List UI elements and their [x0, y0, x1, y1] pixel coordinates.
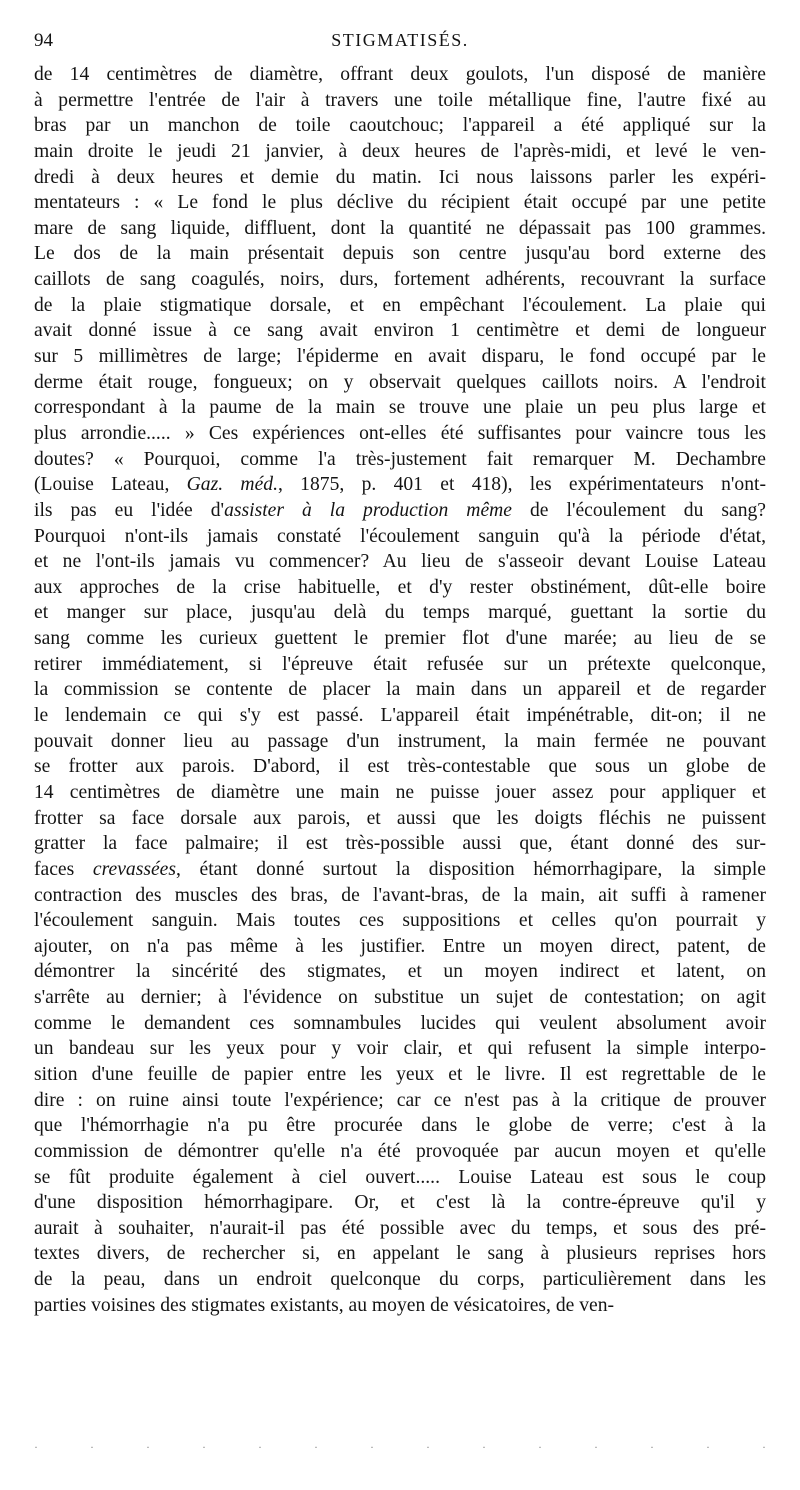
- text-line: [34, 652, 766, 678]
- text-run: contraction des muscles des bras, de l'avant-bras, de la main, ait suffi à ramener: [34, 884, 766, 906]
- text-run: ajouter, on n'a pas même à les justifier. Entre un moyen direct, patent, de: [34, 935, 766, 957]
- text-line: [34, 1011, 766, 1037]
- text-line: [34, 318, 766, 344]
- text-run: Pourquoi n'ont-ils jamais constaté l'écoulement sanguin qu'à la période d'état,: [34, 525, 766, 547]
- text-run: se frotter aux parois. D'abord, il est très-contestable que sous un globe de: [34, 756, 766, 778]
- text-run: , 1875, p. 401 et 418), les expérimentateurs n'ont-: [277, 474, 766, 496]
- text-line: [34, 447, 766, 473]
- text-line: [34, 421, 766, 447]
- text-line: [34, 62, 766, 88]
- text-run: de 14 centimètres de diamètre, offrant deux goulots, l'un disposé de manière: [34, 64, 766, 85]
- text-run: se fût produite également à ciel ouvert..... Louise Lateau est sous le coup: [34, 1166, 766, 1188]
- italic-text: assister à la production même: [224, 499, 512, 521]
- text-line: [34, 524, 766, 550]
- text-run: que l'hémorrhagie n'a pu être procurée dans le globe de verre; c'est à la: [34, 1115, 766, 1137]
- text-run: à permettre l'entrée de l'air à travers une toile métallique fine, l'autre fixé au: [34, 89, 766, 111]
- text-line: [34, 908, 766, 934]
- text-run: caillots de sang coagulés, noirs, durs, fortement adhérents, recouvrant la surface: [34, 269, 766, 291]
- text-line: [34, 959, 766, 985]
- text-run: frotter sa face dorsale aux parois, et aussi que les doigts fléchis ne puissent: [34, 807, 766, 829]
- text-line: [34, 88, 766, 114]
- text-run: de la plaie stigmatique dorsale, et en empêchant l'écoulement. La plaie qui: [34, 294, 766, 316]
- text-run: sang comme les curieux guettent le premier flot d'une marée; au lieu de se: [34, 628, 766, 650]
- text-run: doutes? « Pourquoi, comme l'a très-justement fait remarquer M. Dechambre: [34, 448, 766, 470]
- text-run: faces: [34, 858, 93, 880]
- text-line: [34, 190, 766, 216]
- text-line: [34, 472, 766, 498]
- italic-text: crevassées: [92, 858, 176, 880]
- text-run: démontrer la sincérité des stigmates, et un moyen indirect et latent, on: [34, 961, 766, 983]
- text-line: [34, 1062, 766, 1088]
- text-run: et manger sur place, jusqu'au delà du temps marqué, guettant la sortie du: [34, 602, 766, 624]
- text-line: [34, 729, 766, 755]
- text-line: [34, 241, 766, 267]
- text-run: dredi à deux heures et demie du matin. Ici nous laissons parler les expéri-: [34, 166, 766, 188]
- text-line: [34, 857, 766, 883]
- page-header: [34, 30, 766, 56]
- text-line: [34, 985, 766, 1011]
- text-line: [34, 754, 766, 780]
- running-title: STIGMATISÉS.: [331, 30, 469, 50]
- text-line: [34, 677, 766, 703]
- text-run: comme le demandent ces somnambules lucides qui veulent absolument avoir: [34, 1012, 766, 1034]
- text-run: parties voisines des stigmates existants, au moyen de vésicatoires, de ven-: [34, 1294, 615, 1316]
- text-line: [34, 216, 766, 242]
- text-run: sur 5 millimètres de large; l'épiderme en avait disparu, le fond occupé par le: [34, 346, 766, 368]
- text-run: d'une disposition hémorrhagipare. Or, et c'est là la contre-épreuve qu'il y: [34, 1192, 766, 1214]
- text-run: commission de démontrer qu'elle n'a été provoquée par aucun moyen et qu'elle: [34, 1140, 766, 1162]
- text-run: de l'écoulement du sang?: [512, 499, 766, 521]
- text-line: [34, 1293, 766, 1319]
- text-line: [34, 1113, 766, 1139]
- text-line: [34, 703, 766, 729]
- text-line: [34, 293, 766, 319]
- text-line: [34, 267, 766, 293]
- text-line: [34, 1267, 766, 1293]
- text-line: [34, 1036, 766, 1062]
- text-line: [34, 1088, 766, 1114]
- text-line: [34, 1165, 766, 1191]
- text-run: correspondant à la paume de la main se trouve une plaie un peu plus large et: [34, 397, 766, 419]
- text-line: [34, 831, 766, 857]
- text-run: un bandeau sur les yeux pour y voir clair, et qui refusent la simple interpo-: [34, 1038, 766, 1060]
- text-run: s'arrête au dernier; à l'évidence on substitue un sujet de contestation; on agit: [34, 987, 766, 1009]
- text-run: gratter la face palmaire; il est très-possible aussi que, étant donné des sur-: [34, 833, 766, 855]
- text-run: mentateurs : « Le fond le plus déclive du récipient était occupé par une petite: [34, 192, 766, 214]
- text-run: 14 centimètres de diamètre une main ne puisse jouer assez pour appliquer et: [34, 781, 766, 803]
- text-line: [34, 883, 766, 909]
- page-number: 94: [34, 30, 53, 51]
- text-run: retirer immédiatement, si l'épreuve était refusée sur un prétexte quelconque,: [34, 653, 766, 675]
- text-run: avait donné issue à ce sang avait environ 1 centimètre et demi de longueur: [34, 320, 766, 342]
- text-run: la commission se contente de placer la main dans un appareil et de regarder: [34, 679, 766, 701]
- text-line: [34, 1139, 766, 1165]
- text-run: et ne l'ont-ils jamais vu commencer? Au lieu de s'asseoir devant Louise Lateau: [34, 551, 766, 573]
- text-run: plus arrondie..... » Ces expériences ont-elles été suffisantes pour vaincre tous les: [34, 422, 766, 444]
- text-line: [34, 165, 766, 191]
- text-line: [34, 498, 766, 524]
- text-line: [34, 780, 766, 806]
- text-line: [34, 113, 766, 139]
- text-line: [34, 1190, 766, 1216]
- text-line: [34, 1216, 766, 1242]
- text-run: pouvait donner lieu au passage d'un instrument, la main fermée ne pouvant: [34, 730, 766, 752]
- text-run: aurait à souhaiter, n'aurait-il pas été possible avec du temps, et sous des pré-: [34, 1217, 766, 1239]
- text-run: l'écoulement sanguin. Mais toutes ces suppositions et celles qu'on pourrait y: [34, 910, 766, 932]
- text-run: mare de sang liquide, diffluent, dont la quantité ne dépassait pas 100 grammes.: [34, 217, 766, 239]
- text-line: [34, 395, 766, 421]
- text-run: ils pas eu l'idée d': [34, 499, 225, 521]
- text-line: [34, 1241, 766, 1267]
- text-run: main droite le jeudi 21 janvier, à deux heures de l'après-midi, et levé le ven-: [34, 140, 766, 162]
- text-run: dire : on ruine ainsi toute l'expérience; car ce n'est pas à la critique de prouver: [34, 1089, 766, 1111]
- text-line: [34, 600, 766, 626]
- text-line: [34, 575, 766, 601]
- text-line: [34, 549, 766, 575]
- text-run: derme était rouge, fongueux; on y observait quelques caillots noirs. A l'endroit: [34, 371, 766, 393]
- page-bottom-specks: · · · · · · · · · · · · · ·: [34, 1440, 766, 1454]
- text-run: bras par un manchon de toile caoutchouc; l'appareil a été appliqué sur la: [34, 115, 766, 137]
- text-run: aux approches de la crise habituelle, et d'y rester obstinément, dût-elle boire: [34, 576, 766, 598]
- text-run: textes divers, de rechercher si, en appelant le sang à plusieurs reprises hors: [34, 1243, 766, 1265]
- italic-text: Gaz. méd.: [186, 474, 278, 496]
- text-run: , étant donné surtout la disposition hémorrhagipare, la simple: [175, 858, 766, 880]
- text-line: [34, 934, 766, 960]
- text-line: [34, 139, 766, 165]
- text-run: Le dos de la main présentait depuis son centre jusqu'au bord externe des: [34, 243, 766, 265]
- text-line: [34, 806, 766, 832]
- text-run: (Louise Lateau,: [34, 474, 187, 496]
- text-run: le lendemain ce qui s'y est passé. L'appareil était impénétrable, dit-on; il ne: [34, 705, 766, 727]
- text-line: [34, 344, 766, 370]
- text-run: de la peau, dans un endroit quelconque du corps, particulièrement dans les: [34, 1269, 766, 1291]
- text-run: sition d'une feuille de papier entre les yeux et le livre. Il est regrettable de le: [34, 1063, 766, 1085]
- body-text: [34, 62, 766, 1318]
- text-line: [34, 626, 766, 652]
- text-line: [34, 370, 766, 396]
